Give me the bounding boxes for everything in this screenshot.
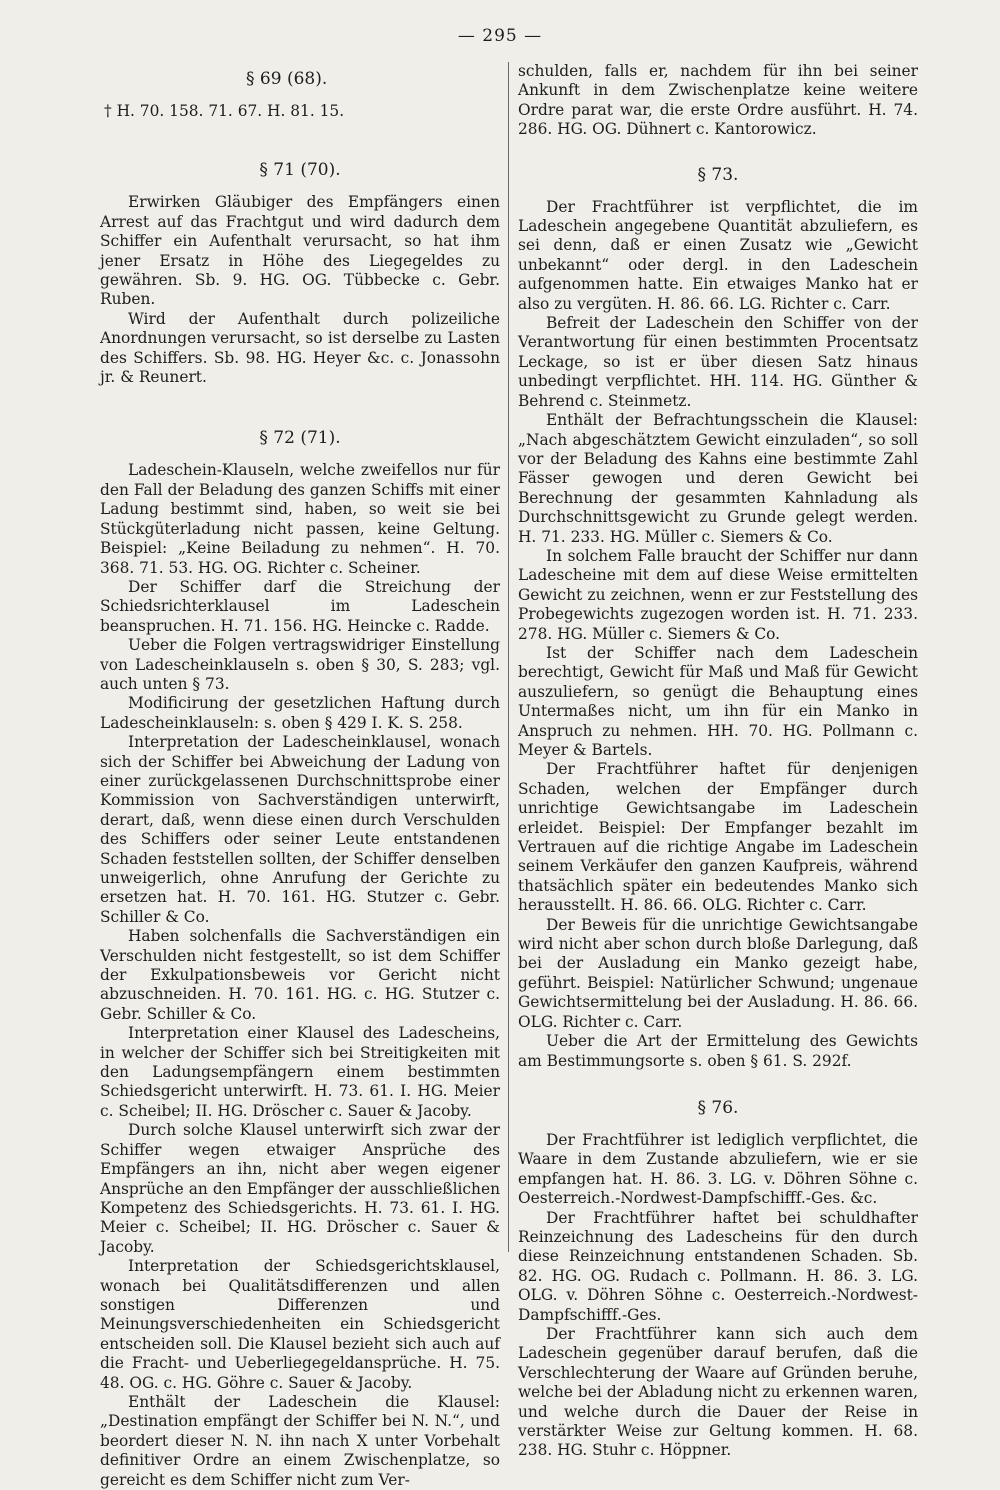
section-73-paragraph: Befreit der Ladeschein den Schiffer von der Verantwortung für einen bestimmten Procentsatz Leckage, so ist er über diesen Satz hinaus unbedingt verpflichtet. HH. 114. HG. Günther & Behrend c. Steinmetz.: [518, 314, 918, 410]
section-76-paragraph: Der Frachtführer haftet bei schuldhafter Reinzeichnung des Ladescheins für den durch diese Reinzeichnung entstandenen Schaden. Sb. 82. HG. OG. Rudach c. Pollmann. H. 86. 3. LG. OLG. v. Döhren Söhne c. Oesterreich.-Nordwest-Dampfschifff.-Ges.: [518, 1208, 918, 1324]
section-73-paragraph: Der Frachtführer ist verpflichtet, die im Ladeschein angegebene Quantität abzuliefern, es sei denn, daß er einen Zusatz wie „Gewicht unbekannt“ oder dergl. in den Ladeschein aufgenommen hatte. Ein etwaiges Manko hat er also zu vergüten. H. 86. 66. LG. Richter c. Carr.: [518, 197, 918, 313]
section-72-paragraph: Interpretation der Ladescheinklausel, wonach sich der Schiffer bei Abweichung der Ladung von einer zurückgelassenen Durchschnittsprobe einer Kommission von Sachverständigen unterwirft, derart, daß, wenn diese einen durch Verschulden des Schiffers oder seiner Leute entstandenen Schaden feststellen sollten, der Schiffer denselben unweigerlich, ohne Anrufung der Gerichte zu ersetzen hat. H. 70. 161. HG. Stutzer c. Gebr. Schiller & Co.: [100, 733, 500, 926]
section-72-paragraph: Interpretation der Schiedsgerichtsklausel, wonach bei Qualitätsdifferenzen und allen sonstigen Differenzen und Meinungsverschiedenheiten ein Schiedsgericht entscheiden soll. Die Klausel bezieht sich auch auf die Fracht- und Ueberliegegeldansprüche. H. 75. 48. OG. c. HG. Göhre c. Sauer & Jacoby.: [100, 1257, 500, 1392]
section-73-paragraph: Ist der Schiffer nach dem Ladeschein berechtigt, Gewicht für Maß und Maß für Gewicht auszuliefern, so genügt die Behauptung eines Untermaßes nicht, um ihn für ein Manko in Anspruch zu nehmen. HH. 70. HG. Pollmann c. Meyer & Bartels.: [518, 643, 918, 759]
section-72-paragraph: Enthält der Ladeschein die Klausel: „Destination empfängt der Schiffer bei N. N.“, und beordert dieser N. N. ihn nach X unter Vorbehalt definitiver Ordre an einem Zwischenplatze, so gereicht es dem Schiffer nicht zum Ver-: [100, 1392, 500, 1489]
section-73-paragraph: Ueber die Art der Ermittelung des Gewichts am Bestimmungsorte s. oben § 61. S. 292f.: [518, 1032, 918, 1070]
section-72-heading: § 72 (71).: [259, 428, 341, 449]
section-72-paragraph: Ladeschein-Klauseln, welche zweifellos nur für den Fall der Beladung des ganzen Schiffs mit einer Ladung bestimmt sind, haben, so weit sie bei Stückgüterladung nicht passen, keine Geltung. Beispiel: „Keine Beiladung zu nehmen“. H. 70. 368. 71. 53. HG. OG. Richter c. Scheiner.: [100, 461, 500, 577]
section-73-paragraph: Der Frachtführer haftet für denjenigen Schaden, welchen der Empfänger durch unrichtige Gewichtsangabe im Ladeschein erleidet. Beispiel: Der Empfanger bezahlt im Vertrauen auf die richtige Angabe im Ladeschein seinem Verkäufer den ganzen Kaufpreis, während thatsächlich später ein bedeutendes Manko sich herausstellt. H. 86. 66. OLG. Richter c. Carr.: [518, 760, 918, 915]
section-73-paragraph: In solchem Falle braucht der Schiffer nur dann Ladescheine mit dem auf diese Weise ermittelten Gewicht zu zeichnen, wenn er zur Feststellung des Probegewichts zugezogen worden ist. H. 71. 233. 278. HG. Müller c. Siemers & Co.: [518, 546, 918, 643]
section-73-paragraph: Der Beweis für die unrichtige Gewichtsangabe wird nicht aber schon durch bloße Darlegung, daß bei der Ausladung ein Manko gezeigt habe, geführt. Beispiel: Natürlicher Schwund; ungenaue Gewichtsermittelung bei der Ausladung. H. 86. 66. OLG. Richter c. Carr.: [518, 915, 918, 1031]
page-number: — 295 —: [457, 26, 543, 46]
section-72-paragraph: Durch solche Klausel unterwirft sich zwar der Schiffer wegen etwaiger Ansprüche des Empfängers an ihn, nicht aber wegen eigener Ansprüche an den Empfänger der ausschließlichen Kompetenz des Schiedsgerichts. H. 73. 61. I. HG. Meier c. Scheibel; II. HG. Dröscher c. Sauer & Jacoby.: [100, 1121, 500, 1256]
section-72-paragraph: Modificirung der gesetzlichen Haftung durch Ladescheinklauseln: s. oben § 429 I. K. S. 258.: [100, 694, 500, 732]
section-71-paragraph: Wird der Aufenthalt durch polizeiliche Anordnungen verursacht, so ist derselbe zu Lasten des Schiffers. Sb. 98. HG. Heyer &c. c. Jonassohn jr. & Reunert.: [100, 309, 500, 387]
section-71-heading: § 71 (70).: [259, 160, 341, 181]
section-71-paragraph: Erwirken Gläubiger des Empfängers einen Arrest auf das Frachtgut und wird dadurch dem Schiffer ein Aufenthalt verursacht, so hat ihm jener Ersatz in Höhe des Liegegeldes zu gewähren. Sb. 9. HG. OG. Tübbecke c. Gebr. Ruben.: [100, 193, 500, 309]
left-column: [100, 62, 500, 1490]
section-76-paragraph: Der Frachtführer kann sich auch dem Ladeschein gegenüber darauf berufen, daß die Verschlechterung der Waare auf Gründen beruhe, welche bei der Abladung nicht zu erkennen waren, und welche durch die Dauer der Reise in verstärkter Weise zur Geltung kommen. H. 68. 238. HG. Stuhr c. Höppner.: [518, 1324, 918, 1460]
section-73-heading: § 73.: [697, 164, 739, 185]
section-76-paragraph: Der Frachtführer ist lediglich verpflichtet, die Waare in dem Zustande abzuliefern, wie er sie empfangen hat. H. 86. 3. LG. v. Döhren Söhne c. Oesterreich.-Nordwest-Dampfschifff.-Ges. &c.: [518, 1130, 918, 1208]
section-72-paragraph: Ueber die Folgen vertragswidriger Einstellung von Ladescheinklauseln s. oben § 30, S. 283; vgl. auch unten § 73.: [100, 636, 500, 693]
continued-paragraph: schulden, falls er, nachdem für ihn bei seiner Ankunft in dem Zwischenplatze keine weitere Ordre parat war, die erste Ordre ausführt. H. 74. 286. HG. OG. Dühnert c. Kantorowicz.: [518, 62, 918, 139]
section-72-paragraph: Haben solchenfalls die Sachverständigen ein Verschulden nicht festgestellt, so ist dem Schiffer der Exkulpationsbeweis vor Gericht nicht abzuschneiden. H. 70. 161. HG. c. HG. Stutzer c. Gebr. Schiller & Co.: [100, 927, 500, 1023]
right-column: [518, 62, 918, 1461]
section-69-heading: § 69 (68).: [246, 69, 328, 89]
column-divider: [508, 62, 509, 1252]
section-72-paragraph: Interpretation einer Klausel des Ladescheins, in welcher der Schiffer sich bei Streitigkeiten mit den Ladungsempfängern einem bestimmten Schiedsgericht unterwirft. H. 73. 61. I. HG. Meier c. Scheibel; II. HG. Dröscher c. Sauer & Jacoby.: [100, 1024, 500, 1120]
section-72-paragraph: Der Schiffer darf die Streichung der Schiedsrichterklausel im Ladeschein beanspruchen. H. 71. 156. HG. Heincke c. Radde.: [100, 577, 500, 635]
section-76-heading: § 76.: [697, 1097, 739, 1118]
section-73-paragraph: Enthält der Befrachtungsschein die Klausel: „Nach abgeschätztem Gewicht einzuladen“, so soll vor der Beladung des Kahns eine bestimmte Zahl Fässer gewogen und deren Gewicht bei Berechnung der gesammten Kahnladung als Durchschnittsgewicht zu Grunde gelegt werden. H. 71. 233. HG. Müller c. Siemers & Co.: [518, 411, 918, 546]
section-69-references: † H. 70. 158. 71. 67. H. 81. 15.: [104, 102, 345, 120]
